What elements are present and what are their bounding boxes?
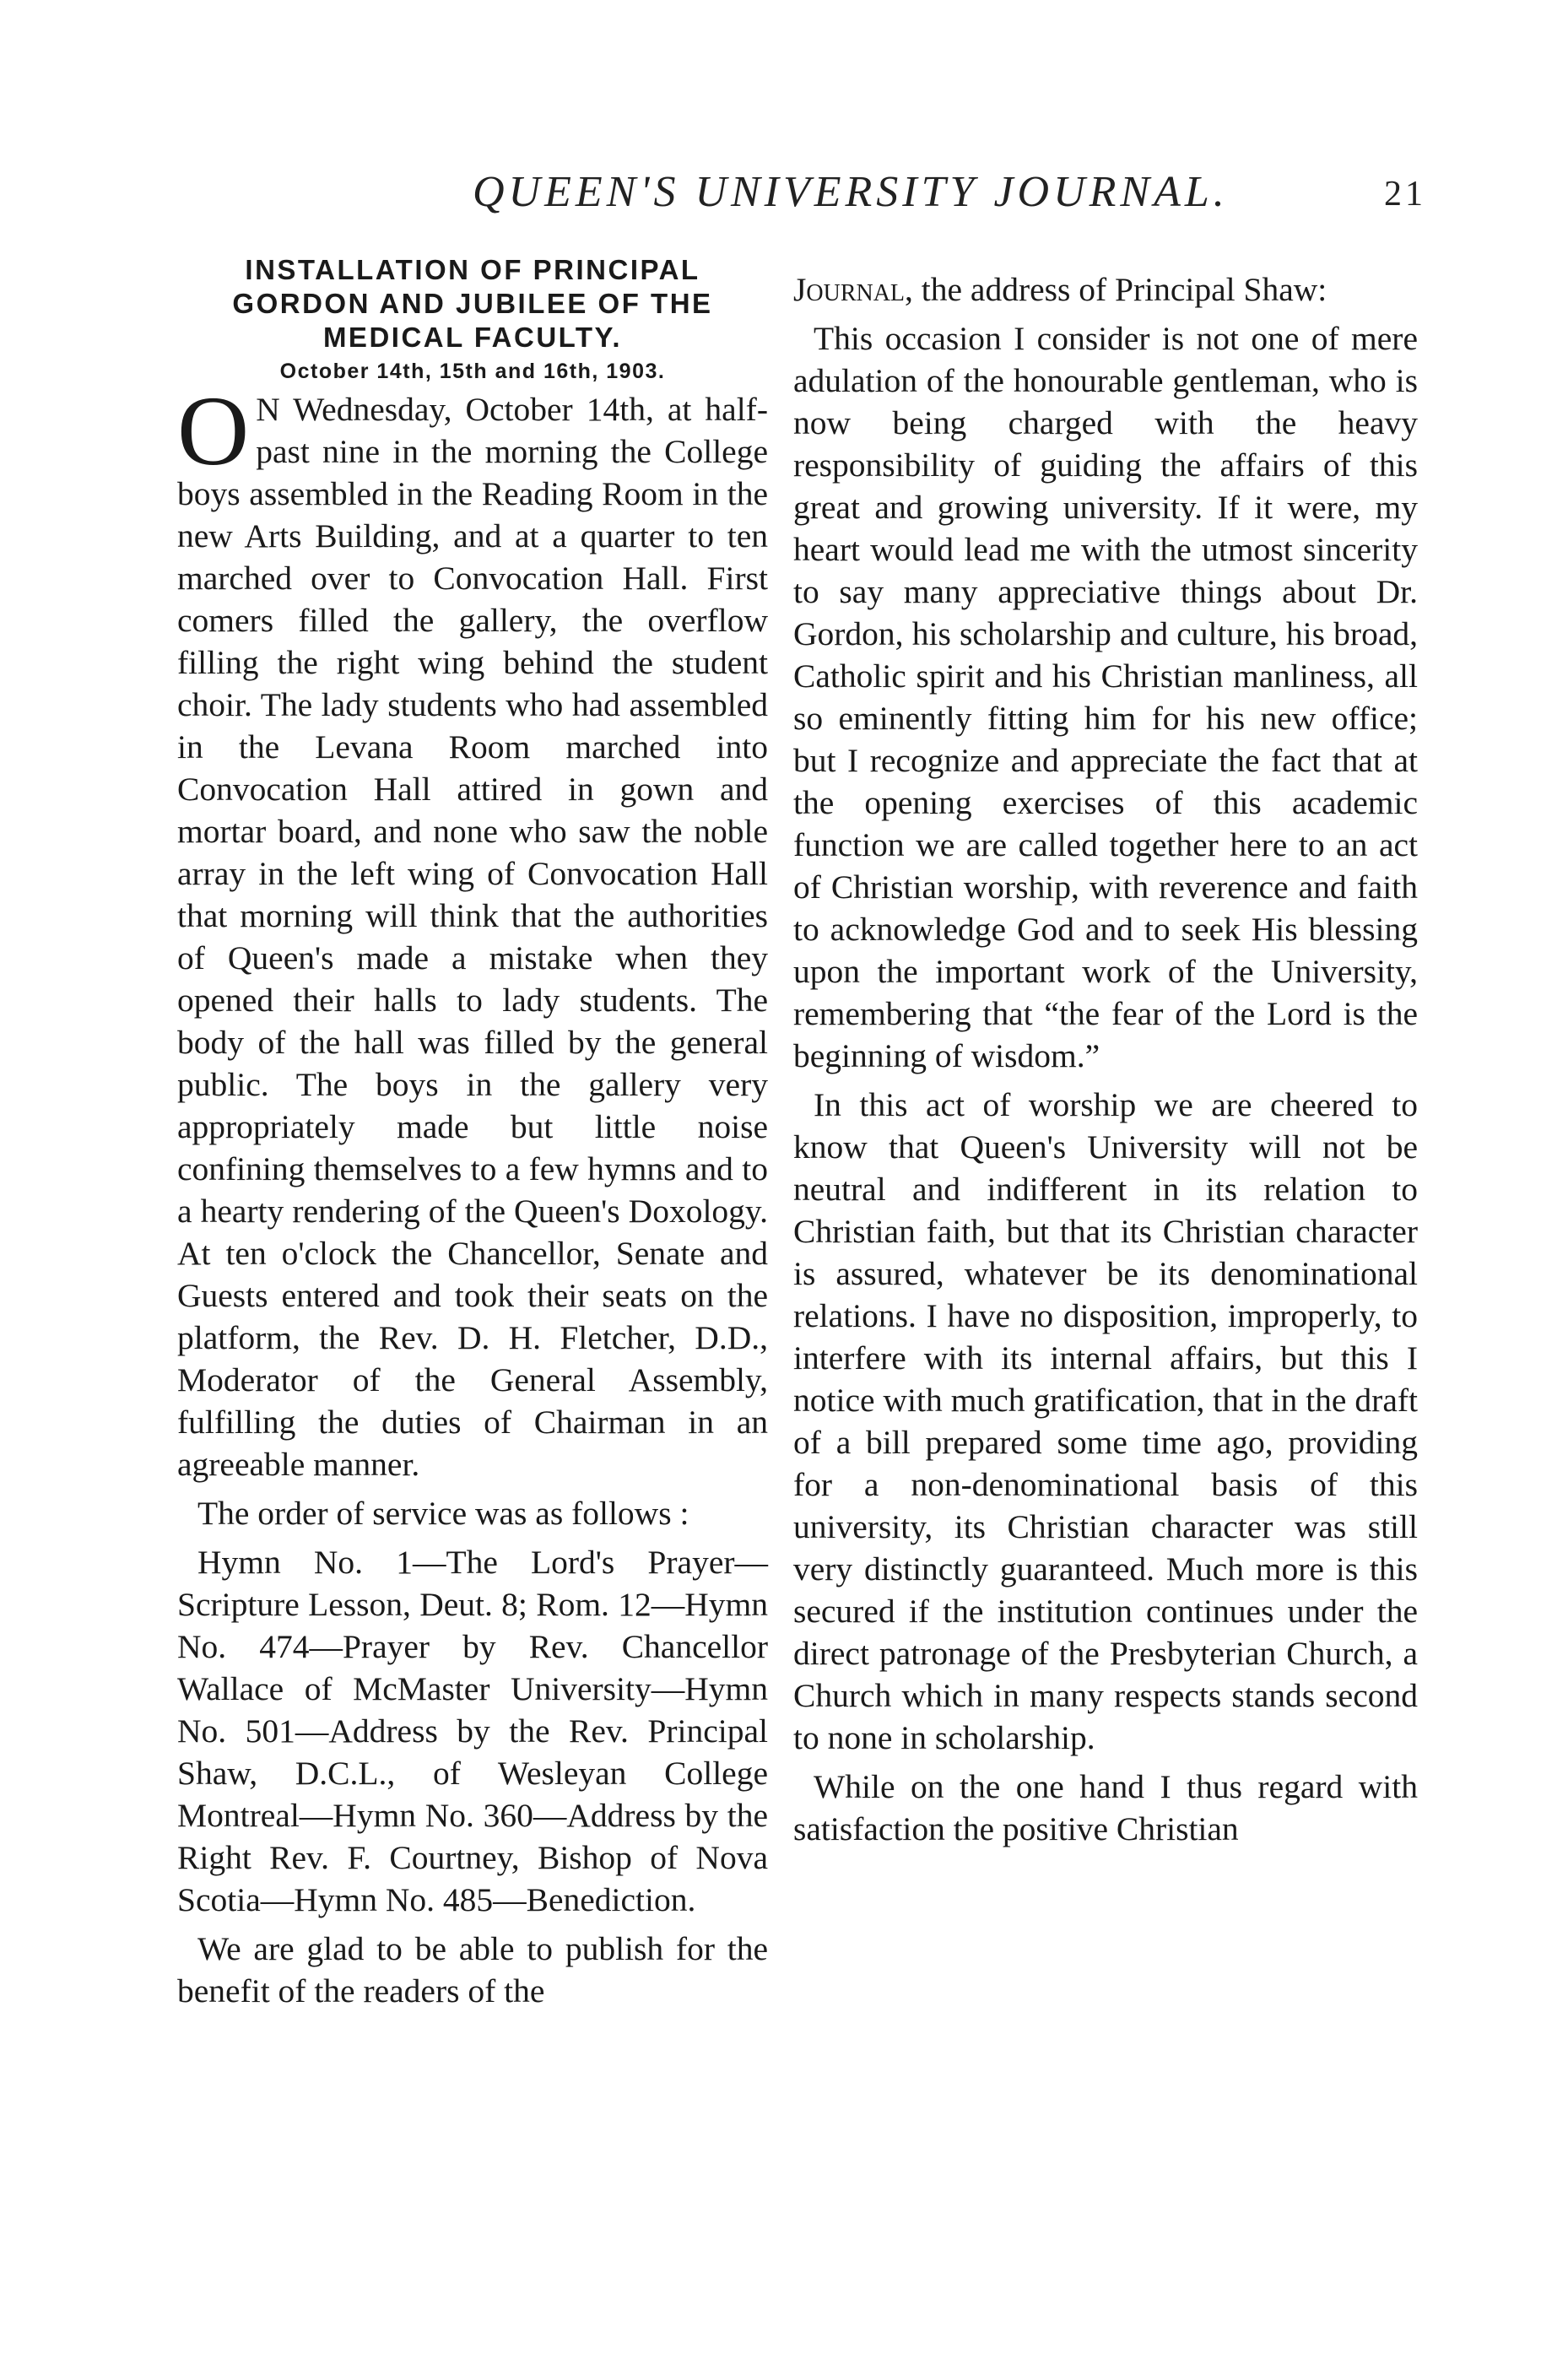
address-paragraph-3: While on the one hand I thus regard with satisfaction the positive Christian (793, 1768, 1418, 1847)
address-paragraph-2: In this act of worship we are cheered to know that Queen's University will not be neutral and indifferent in its relation to Christian faith, but that its Christian character is assured, whatever be its denominational relations. I have no disposition, improperly, to interfere with its internal affairs, but this I notice with much gratification, that in the draft of a bill prepared some time ago, providing for a non-denominational basis of this university, its Christian character was still very distinctly guaranteed. Much more is this secured if the institution continues under the direct patronage of the Presbyterian Church, a Church which in many respects stands second to none in scholarship. (793, 1086, 1418, 1756)
right-column (793, 268, 1418, 1850)
journal-word: Journal (793, 271, 906, 308)
address-intro (793, 268, 1418, 311)
order-of-service-list: Hymn No. 1—The Lord's Prayer—Scripture Lesson, Deut. 8; Rom. 12—Hymn No. 474—Prayer by Rev. Chancellor Wallace of McMaster University—Hymn No. 501—Address by the Rev. Principal Shaw, D.C.L., of Wesleyan College Montreal—Hymn No. 360—Address by the Right Rev. F. Courtney, Bishop of Nova Scotia—Hymn No. 485—Benediction. (177, 1544, 768, 1918)
article-heading: INSTALLATION OF PRINCIPAL GORDON AND JUBILEE OF THE MEDICAL FACULTY. (232, 254, 713, 353)
left-column (177, 253, 768, 2012)
running-head (0, 167, 1541, 218)
address-intro-rest: , the address of Principal Shaw: (905, 271, 1327, 308)
publish-paragraph: We are glad to be able to publish for the benefit of the readers of the (177, 1930, 768, 2009)
page-number: 21 (1384, 175, 1426, 214)
lead-paragraph (177, 376, 768, 1485)
order-of-service-intro: The order of service was as follows : (197, 1495, 689, 1532)
drop-cap: O (177, 376, 250, 486)
lead-paragraph-text: N Wednesday, October 14th, at half-past nine in the morning the College boys assembled in the Reading Room in the new Arts Building, and at a quarter to ten marched over to Convocation Hall. First comers filled the gallery, the overflow filling the right wing behind the student choir. The lady students who had assembled in the Levana Room marched into Convocation Hall attired in gown and mortar board, and none who saw the noble array in the left wing of Convocation Hall that morning will think that the authorities of Queen's made a mistake when they opened their halls to lady students. The body of the hall was filled by the general public. The boys in the gallery very appropriately made but little noise confining themselves to a few hymns and to a hearty rendering of the Queen's Doxology. At ten o'clock the Chancellor, Senate and Guests entered and took their seats on the platform, the Rev. D. H. Fletcher, D.D., Moderator of the General Assembly, fulfilling the duties of Chairman in an agreeable manner. (177, 391, 768, 1483)
article-dates: October 14th, 15th and 16th, 1903. (279, 360, 666, 383)
journal-title: QUEEN'S UNIVERSITY JOURNAL. (473, 168, 1229, 216)
address-paragraph-1: This occasion I consider is not one of mere adulation of the honourable gentleman, who is now being charged with the heavy responsibility of guiding the affairs of this great and growing university. If it were, my heart would lead me with the utmost sincerity to say many appreciative things about Dr. Gordon, his scholarship and culture, his broad, Catholic spirit and his Christian manliness, all so eminently fitting him for his new office; but I recognize and appreciate the fact that at the opening exercises of this academic function we are called together here to an act of Christian worship, with reverence and faith to acknowledge God and to seek His blessing upon the important work of the University, remembering that “the fear of the Lord is the beginning of wisdom.” (793, 320, 1418, 1074)
